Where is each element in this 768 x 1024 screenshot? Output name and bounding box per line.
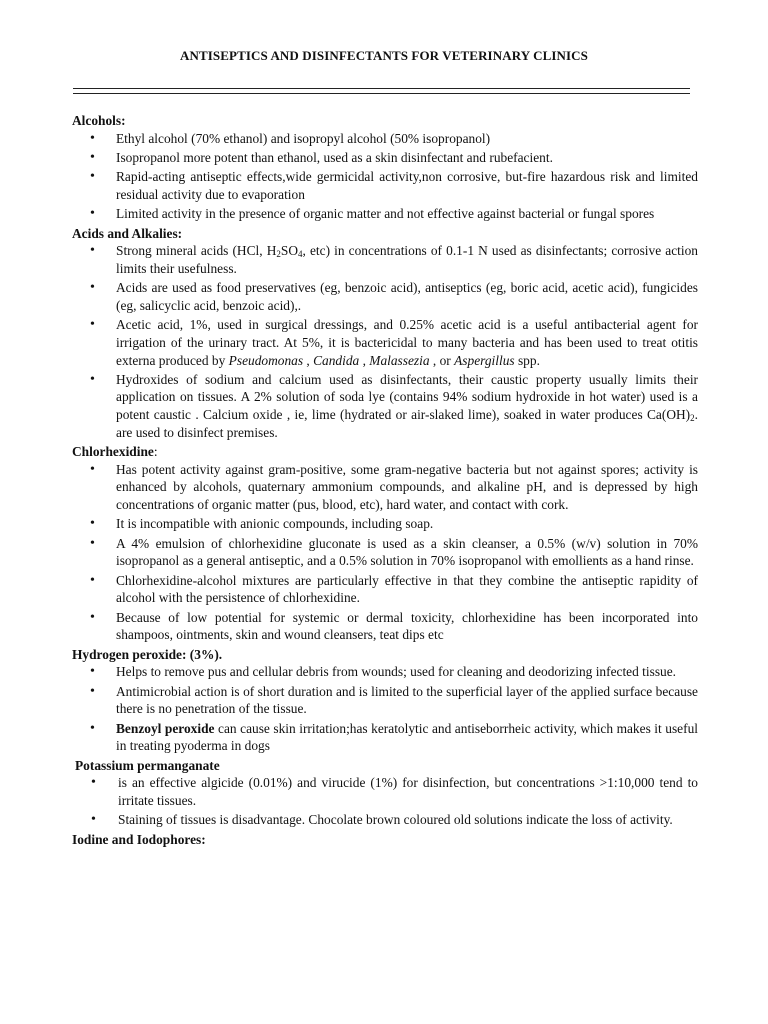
list-item: • Because of low potential for systemic or dermal toxicity, chlorhexidine has been incorporated into shampoos, ointments, skin and wound cleansers, teat dips etc [116,609,698,644]
list-item: • Hydroxides of sodium and calcium used as disinfectants, their caustic property usually limits their application on tissues. A 2% solution of soda lye (contains 94% sodium hydroxide in hot water) used is a potent caustic . Calcium oxide , ie, lime (hydrated or air-slaked lime), soaked in water produces $Ca(OH)_2$. are used to disinfect premises. [116,371,698,441]
list-item: • Benzoyl peroxide can cause skin irritation;has keratolytic and antiseborrheic activity, which makes it useful in treating pyoderma in dogs [116,720,698,755]
permanganate-heading: Potassium permanganate [75,757,220,773]
permanganate-list [72,774,698,829]
acids-list [72,242,698,441]
alcohols-list [72,130,698,223]
list-item: • It is incompatible with anionic compounds, including soap. [116,515,698,533]
list-item: • Antimicrobial action is of short duration and is limited to the superficial layer of the applied surface because there is no penetration of the tissue. [116,683,698,718]
list-item: • Acetic acid, 1%, used in surgical dressings, and 0.25% acetic acid is a useful antibacterial agent for irrigation of the urinary tract. At 5%, it is bactericidal to many bacteria and has been used to treat otitis externa produced by Pseudomonas , Candida , Malassezia , or Aspergillus spp. [116,316,698,369]
chlorhexidine-list [72,461,698,644]
document-body [72,112,698,848]
list-item: • Isopropanol more potent than ethanol, used as a skin disinfectant and rubefacient. [116,149,698,167]
alcohols-heading: Alcohols: [72,113,126,128]
list-item: • Staining of tissues is disadvantage. Chocolate brown coloured old solutions indicate the loss of activity. [118,811,698,829]
list-item: • A 4% emulsion of chlorhexidine gluconate is used as a skin cleanser, a 0.5% (w/v) solution in 70% isopropanol as a general antiseptic, and a 0.5% solution in 70% isopropanol with emollients as a hand rinse. [116,535,698,570]
chlorhexidine-heading: Chlorhexidine: [72,444,158,460]
list-item: • Ethyl alcohol (70% ethanol) and isopropyl alcohol (50% isopropanol) [116,130,698,148]
list-item: • Helps to remove pus and cellular debris from wounds; used for cleaning and deodorizing infected tissue. [116,663,698,681]
list-item: • Rapid-acting antiseptic effects,wide germicidal activity,non corrosive, but-fire hazardous risk and limited residual activity due to evaporation [116,168,698,203]
hydrogen-peroxide-heading: Hydrogen peroxide: (3%). [72,646,223,662]
list-item: • Chlorhexidine-alcohol mixtures are particularly effective in that they combine the antiseptic rapidity of alcohol with the persistence of chlorhexidine. [116,572,698,607]
acids-heading: Acids and Alkalies: [72,225,183,241]
list-item: • Strong mineral acids (HCl, $H_2SO_4$, etc) in concentrations of 0.1-1 N used as disinfectants; corrosive action limits their usefulness. [116,242,698,277]
list-item: • Acids are used as food preservatives (eg, benzoic acid), antiseptics (eg, boric acid, acetic acid), fungicides (eg, salicyclic acid, benzoic acid),. [116,279,698,314]
page-title: ANTISEPTICS AND DISINFECTANTS FOR VETERINARY CLINICS [180,48,588,63]
list-item: • is an effective algicide (0.01%) and virucide (1%) for disinfection, but concentrations >1:10,000 tend to irritate tissues. [118,774,698,809]
double-rule-divider [73,88,690,94]
list-item: • Has potent activity against gram-positive, some gram-negative bacteria but not against spores; activity is enhanced by alcohols, quaternary ammonium compounds, and alkaline pH, and is depressed by high concentrations of organic matter (pus, blood, etc), hard water, and contact with cork. [116,461,698,514]
iodine-heading: Iodine and Iodophores: [72,831,206,847]
list-item: • Limited activity in the presence of organic matter and not effective against bacterial or fungal spores [116,205,698,223]
hydrogen-peroxide-list [72,663,698,755]
